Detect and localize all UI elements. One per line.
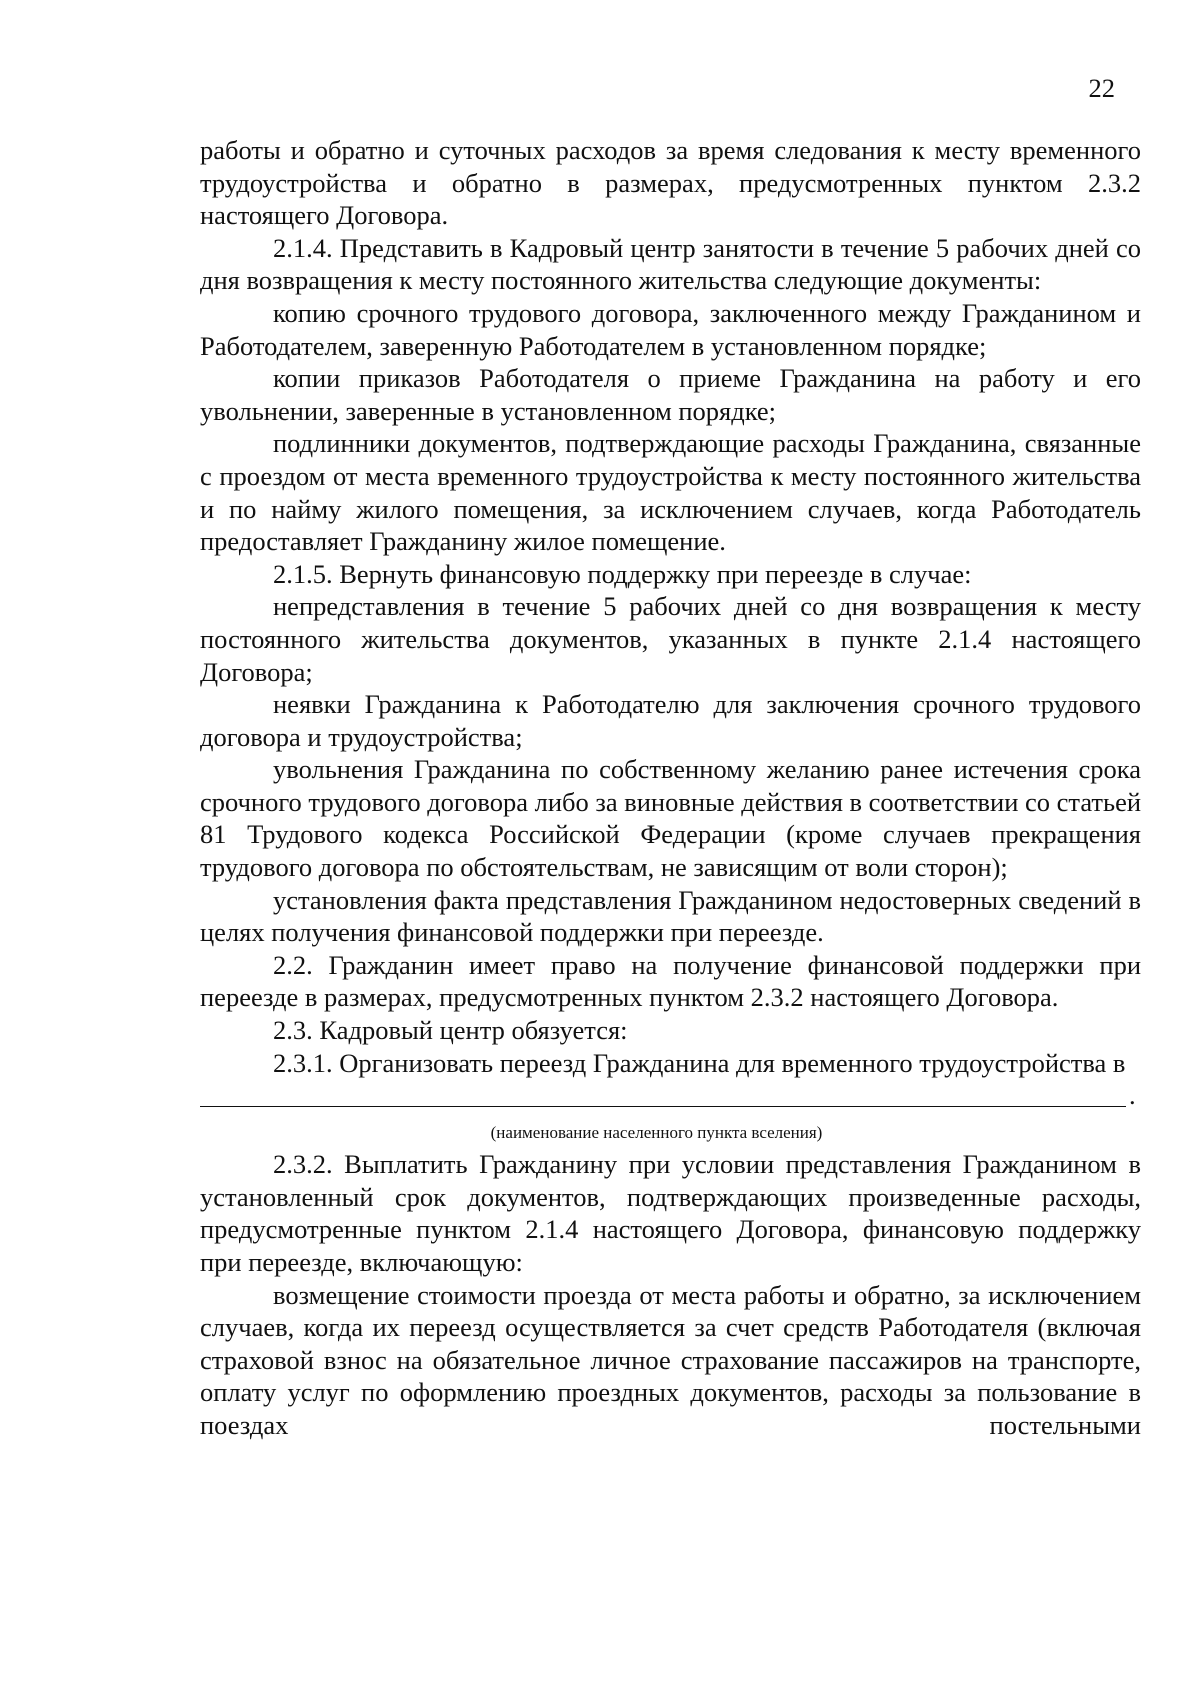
- paragraph-dismissal: увольнения Гражданина по собственному желанию ранее истечения срока срочного трудового договора либо за виновные действия в соответствии со статьей 81 Трудового кодекса Российской Федерации (кроме случаев прекращения трудового договора по обстоятельствам, не зависящим от воли сторон);: [200, 754, 1142, 883]
- paragraph-non-submission: непредставления в течение 5 рабочих дней со дня возвращения к месту постоянного жительства документов, указанных в пункте 2.1.4 настоящего Договора;: [200, 591, 1141, 687]
- paragraph-original-documents: подлинники документов, подтверждающие расходы Гражданина, связанные с проездом от места временного трудоустройства к месту постоянного жительства и по найму жилого помещения, за исключением случаев, когда Работодатель предоставляет Гражданину жилое помещение.: [200, 428, 1141, 557]
- paragraph-2-1-5: 2.1.5. Вернуть финансовую поддержку при переезде в случае:: [273, 558, 972, 589]
- paragraph-contract-copy: копию срочного трудового договора, заключенного между Гражданином и Работодателем, заверенную Работодателем в установленном порядке;: [200, 297, 1141, 361]
- settlement-blank: [200, 1079, 1141, 1119]
- blank-line-end: .: [1129, 1080, 1136, 1111]
- paragraph-non-appearance: неявки Гражданина к Работодателю для заключения срочного трудового договора и трудоустройства;: [200, 689, 1141, 752]
- blank-line: [200, 1106, 1126, 1107]
- paragraph-false-info: установления факта представления Гражданином недостоверных сведений в целях получения финансовой поддержки при переезде.: [200, 884, 1141, 948]
- blank-caption: (наименование населенного пункта вселения): [490, 1123, 823, 1143]
- paragraph-travel-reimbursement: возмещение стоимости проезда от места работы и обратно, за исключением случаев, когда их переезд осуществляется за счет средств Работодателя (включая страховой взнос на обязательное личное страхование пассажиров на транспорте, оплату услуг по оформлению проездных документов, расходы за пользование в поездах постельными: [200, 1279, 1141, 1440]
- paragraph-continuation: работы и обратно и суточных расходов за время следования к месту временного трудоустройства и обратно в размерах, предусмотренных пунктом 2.3.2 настоящего Договора.: [200, 135, 1141, 231]
- page-number: 22: [1088, 73, 1115, 103]
- paragraph-2-2: 2.2. Гражданин имеет право на получение финансовой поддержки при переезде в размерах, предусмотренных пунктом 2.3.2 настоящего Договора.: [200, 949, 1141, 1013]
- paragraph-orders-copy: копии приказов Работодателя о приеме Гражданина на работу и его увольнении, заверенные в установленном порядке;: [200, 363, 1141, 426]
- document-body: [200, 134, 1141, 1442]
- paragraph-2-1-4: 2.1.4. Представить в Кадровый центр занятости в течение 5 рабочих дней со дня возвращения к месту постоянного жительства следующие документы:: [200, 232, 1141, 296]
- paragraph-2-3-1: 2.3.1. Организовать переезд Гражданина для временного трудоустройства в: [273, 1047, 1126, 1078]
- paragraph-2-3: 2.3. Кадровый центр обязуется:: [273, 1015, 628, 1046]
- paragraph-2-3-2: 2.3.2. Выплатить Гражданину при условии представления Гражданином в установленный срок документов, подтверждающих произведенные расходы, предусмотренные пунктом 2.1.4 настоящего Договора, финансовую поддержку при переезде, включающую:: [200, 1149, 1141, 1277]
